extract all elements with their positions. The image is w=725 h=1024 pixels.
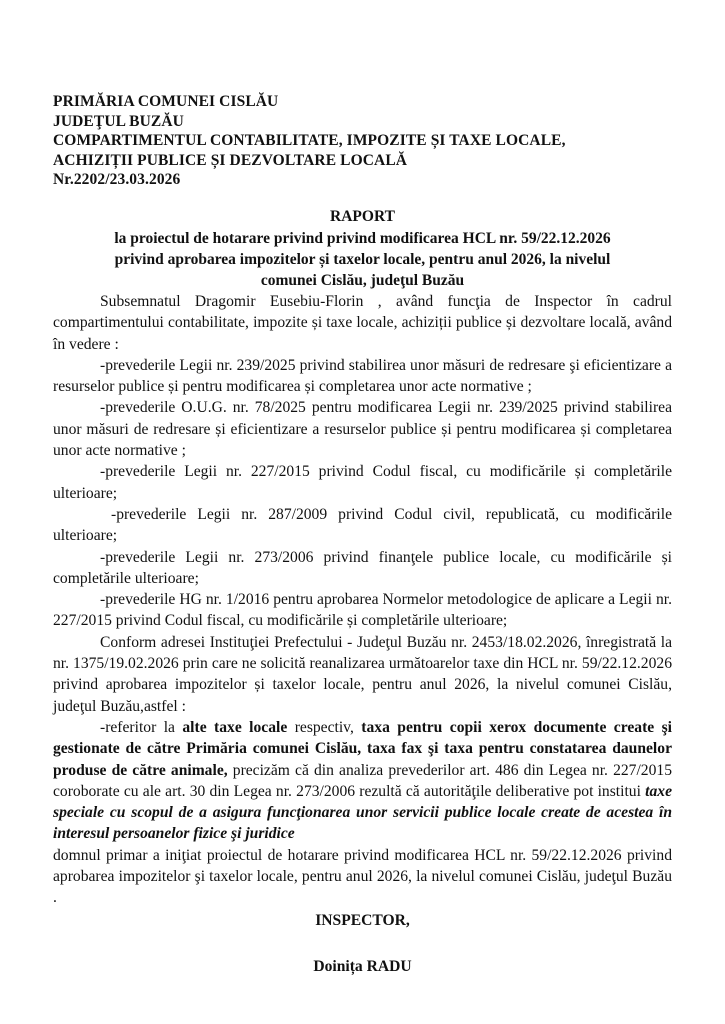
document-header xyxy=(53,92,672,190)
header-county-line: JUDEŢUL BUZĂU xyxy=(53,112,184,130)
page-title: RAPORT xyxy=(330,207,395,225)
header-department-line-1: COMPARTIMENTUL CONTABILITATE, IMPOZITE ȘI TAXE LOCALE, xyxy=(53,132,566,150)
header-institution-line: PRIMĂRIA COMUNEI CISLĂU xyxy=(53,93,279,110)
paragraph-intro: Subsemnatul Dragomir Eusebiu-Florin , având funcţia de Inspector în cadrul compartimentului contabilitate, impozite și taxe locale, achiziții publice și dezvoltare locală, având în vedere : xyxy=(53,292,672,353)
referral-segment-plain-2: respectiv, xyxy=(287,718,362,736)
referral-segment-bold-italic: taxe speciale cu scopul de a asigura funcţionarea unor servicii publice locale create de acestea în interesul persoanelor fizice şi juridice xyxy=(53,782,672,843)
document-subtitle-line-2: privind aprobarea impozitelor și taxelor locale, pentru anul 2026, la nivelul xyxy=(114,250,611,268)
header-department-line-2: ACHIZIȚII PUBLICE ȘI DEZVOLTARE LOCALĂ xyxy=(53,151,408,169)
paragraph-provision-6: -prevederile HG nr. 1/2016 pentru aprobarea Normelor metodologice de aplicare a Legii nr. 227/2015 privind Codul fiscal, cu modificările și completările ulterioare; xyxy=(53,591,672,630)
paragraph-provision-3: -prevederile Legii nr. 227/2015 privind Codul fiscal, cu modificările și completările ulterioare; xyxy=(53,463,672,502)
paragraph-provision-5: -prevederile Legii nr. 273/2006 privind finanţele publice locale, cu modificările și completările ulterioare; xyxy=(53,548,672,587)
paragraph-prefect-address: Conform adresei Instituţiei Prefectului - Judeţul Buzău nr. 2453/18.02.2026, înregistrată la nr. 1375/19.02.2026 prin care ne solicită reanalizarea următoarelor taxe din HCL nr. 59/22.12.2026 privind aprobarea impozitelor și taxelor locale, pentru anul 2026, la nivelul comunei Cislău, judeţul Buzău,astfel : xyxy=(53,633,672,715)
document-subtitle-line-3: comunei Cislău, judeţul Buzău xyxy=(260,271,465,289)
referral-segment-bold-1: alte taxe locale xyxy=(182,718,288,736)
signature-name: Doinița RADU xyxy=(313,957,412,975)
header-registration-number: Nr.2202/23.03.2026 xyxy=(53,171,181,189)
signature-role: INSPECTOR, xyxy=(315,911,410,929)
paragraph-provision-4: -prevederile Legii nr. 287/2009 privind Codul civil, republicată, cu modificările ulterioare; xyxy=(53,505,672,545)
referral-segment-bold-2: taxa pentru copii xerox documente create şi gestionate de către Primăria comunei Cislău, taxa fax şi taxa pentru constatarea daunelor produse de către animale, xyxy=(53,718,673,779)
document-title-block xyxy=(53,206,672,291)
paragraph-provision-2: -prevederile O.U.G. nr. 78/2025 pentru modificarea Legii nr. 239/2025 privind stabilirea unor măsuri de redresare și eficientizare a resurselor publice și pentru modificarea și completarea unor acte normative ; xyxy=(53,399,672,460)
document-subtitle-line-1: la proiectul de hotarare privind privind modificarea HCL nr. 59/22.12.2026 xyxy=(114,229,611,247)
referral-segment-plain-3: precizăm că din analiza prevederilor art. 486 din Legea nr. 227/2015 coroborate cu ale art. 30 din Legea nr. 273/2006 rezultă că autorităţile deliberative pot institui xyxy=(53,761,672,800)
referral-segment-plain-1: -referitor la xyxy=(100,718,183,736)
paragraph-referral xyxy=(53,717,672,845)
paragraph-closing: domnul primar a iniţiat proiectul de hotarare privind modificarea HCL nr. 59/22.12.2026 privind aprobarea impozitelor şi taxelor locale, pentru anul 2026, la nivelul comunei Cislău, judeţul Buzău . xyxy=(53,846,672,907)
paragraph-provision-1: -prevederile Legii nr. 239/2025 privind stabilirea unor măsuri de redresare şi eficientizare a resurselor publice și pentru modificarea și completarea unor acte normative ; xyxy=(53,356,672,396)
